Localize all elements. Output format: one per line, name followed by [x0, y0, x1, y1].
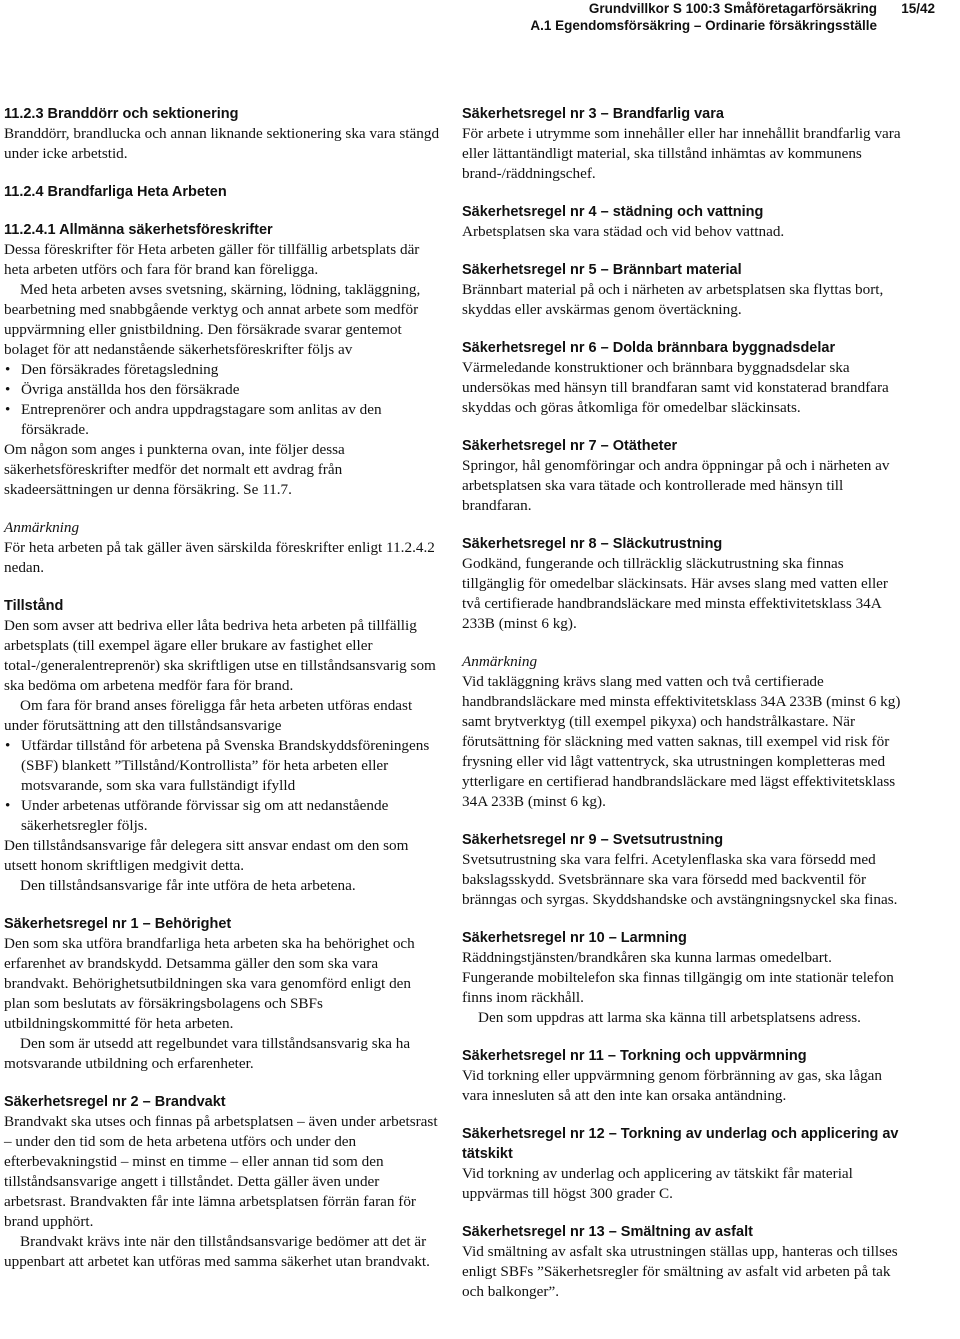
bullet-list	[4, 360, 440, 440]
paragraph: Vid smältning av asfalt ska utrustningen ställas upp, hanteras och tillses enligt SBFs ”Säkerhetsregler för smältning av asfalt vid arbeten på tak och balkonger”.	[462, 1243, 898, 1300]
list-item: • Utfärdar tillstånd för arbetena på Svenska Brandskyddsföreningens (SBF) blankett ”Tillstånd/Kontrollista” för heta arbeten eller motsvarande, som ska vara fullständigt ifylld	[4, 736, 440, 796]
paragraph: Svetsutrustning ska vara felfri. Acetylenflaska ska vara försedd med bakslagsskydd. Svetsbrännare ska vara försedd med backventil för bränngas och syrgas. Skyddshandske och avstängningsnyckel ska finas.	[462, 851, 898, 908]
paragraph: Om fara för brand anses föreligga får heta arbeten utföras endast under förutsättning att den tillståndsansvarige	[4, 697, 413, 734]
page-number: 15/42	[901, 1, 935, 16]
paragraph: Brännbart material på och i närheten av arbetsplatsen ska flyttas bort, skyddas eller avskärmas genom övertäckning.	[462, 281, 884, 318]
section-title: A.1 Egendomsförsäkring – Ordinarie försäkringsställe	[530, 18, 877, 33]
heading-allmanna: 11.2.4.1 Allmänna säkerhetsföreskrifter	[4, 222, 273, 238]
heading-regel-8: Säkerhetsregel nr 8 – Släckutrustning	[462, 536, 723, 552]
paragraph: Räddningstjänsten/brandkåren ska kunna larmas omedelbart. Fungerande mobiltelefon ska finnas tillgängig om inte stationär telefon finns inom räckhåll.	[462, 949, 894, 1006]
list-item: • Den försäkrades företagsledning	[4, 360, 440, 380]
heading-heta-arbeten: 11.2.4 Brandfarliga Heta Arbeten	[4, 184, 227, 200]
heading-regel-5: Säkerhetsregel nr 5 – Brännbart material	[462, 262, 742, 278]
heading-branddorr: 11.2.3 Branddörr och sektionering	[4, 106, 239, 122]
note-label: Anmärkning	[4, 519, 80, 536]
paragraph: Den tillståndsansvarige får delegera sitt ansvar endast om den som utsett honom skriftligen medgivit detta.	[4, 837, 409, 874]
right-column	[462, 104, 902, 1302]
paragraph: Den som uppdras att larma ska känna till arbetsplatsens adress.	[478, 1009, 861, 1026]
note-text: För heta arbeten på tak gäller även särskilda föreskrifter enligt 11.2.4.2 nedan.	[4, 539, 435, 576]
heading-regel-13: Säkerhetsregel nr 13 – Smältning av asfalt	[462, 1224, 753, 1240]
heading-regel-2: Säkerhetsregel nr 2 – Brandvakt	[4, 1094, 226, 1110]
paragraph: Den som är utsedd att regelbundet vara tillståndsansvarig ska ha motsvarande utbildning och erfarenheter.	[4, 1035, 411, 1072]
bullet-list	[4, 736, 440, 836]
paragraph: Värmeledande konstruktioner och brännbara byggnadsdelar ska undersökas med hänsyn till brandfaran samt vid konstaterad brandfara skyddas och göras åtkomliga för omedelbar släckinsats.	[462, 359, 889, 416]
list-item: • Under arbetenas utförande förvissar sig om att nedanstående säkerhetsregler följs.	[4, 796, 440, 836]
heading-regel-4: Säkerhetsregel nr 4 – städning och vattning	[462, 204, 764, 220]
heading-regel-3: Säkerhetsregel nr 3 – Brandfarlig vara	[462, 106, 724, 122]
document-title: Grundvillkor S 100:3 Småföretagarförsäkring	[588, 1, 877, 16]
paragraph: Brandvakt krävs inte när den tillståndsansvarige bedömer att det är uppenbart att arbetet kan utföras med samma säkerhet utan brandvakt.	[4, 1233, 430, 1270]
paragraph: Vid torkning av underlag och applicering av tätskikt får material uppvärmas till högst 300 grader C.	[462, 1165, 853, 1202]
heading-regel-7: Säkerhetsregel nr 7 – Otätheter	[462, 438, 678, 454]
heading-regel-1: Säkerhetsregel nr 1 – Behörighet	[4, 916, 232, 932]
paragraph: Branddörr, brandlucka och annan liknande sektionering ska vara stängd under icke arbetstid.	[4, 125, 440, 162]
note-text: Vid takläggning krävs slang med vatten och två certifierade handbrandsläckare med minsta effektivitetsklass 34A 233B (minst 6 kg) samt brytverktyg (till exempel pikyxa) och handstrålkastare. När förutsättning för släckning med vatten saknas, till exempel vid risk för frysning eller vid lågt vattentryck, ska utrustningen kompletteras med ytterligare en certifierad handbrandsläckare med lägst effektivitetsklass 34A 233B (minst 6 kg).	[462, 673, 901, 810]
paragraph: För arbete i utrymme som innehåller eller har innehållit brandfarlig vara eller lättantändligt material, ska tillstånd inhämtas av kommunens brand-/räddningschef.	[462, 125, 901, 182]
heading-regel-11: Säkerhetsregel nr 11 – Torkning och uppvärmning	[462, 1048, 807, 1064]
heading-tillstand: Tillstånd	[4, 598, 64, 614]
paragraph: Vid torkning eller uppvärmning genom förbränning av gas, ska lågan vara innesluten så att den inte kan orsaka antändning.	[462, 1067, 883, 1104]
note-label: Anmärkning	[462, 653, 538, 670]
heading-regel-6: Säkerhetsregel nr 6 – Dolda brännbara byggnadsdelar	[462, 340, 836, 356]
left-column	[4, 104, 440, 1272]
paragraph: Godkänd, fungerande och tillräcklig släckutrustning ska finnas tillgänglig för omedelbar släckinsats. Här avses slang med vatten eller två certifierade handbrandsläckare med minsta effektivitetsklass 34A 233B (minst 6 kg).	[462, 555, 888, 632]
paragraph: Den som ska utföra brandfarliga heta arbeten ska ha behörighet och erfarenhet av brandskydd. Detsamma gäller den som ska vara brandvakt. Behörighetsutbildningen ska vara genomförd enligt den plan som beslutats av försäkringsbolagens och SBFs utbildningskommitté för heta arbeten.	[4, 935, 415, 1032]
list-item: • Övriga anställda hos den försäkrade	[4, 380, 440, 400]
paragraph: Springor, hål genomföringar och andra öppningar på och i närheten av arbetsplatsen ska vara tätade och kontrollerade med hänsyn till brandfaran.	[462, 457, 890, 514]
list-item: • Entreprenörer och andra uppdragstagare som anlitas av den försäkrade.	[4, 400, 440, 440]
heading-regel-9: Säkerhetsregel nr 9 – Svetsutrustning	[462, 832, 724, 848]
heading-regel-10: Säkerhetsregel nr 10 – Larmning	[462, 930, 687, 946]
paragraph: Den som avser att bedriva eller låta bedriva heta arbeten på tillfällig arbetsplats (till exempel ägare eller brukare av fastighet eller total-/generalentreprenör) ska skriftligen utse en tillståndsansvarig som ska bedöma om arbetena medför fara för brand.	[4, 617, 436, 694]
paragraph: Med heta arbeten avses svetsning, skärning, lödning, takläggning, bearbetning med snabbgående verktyg och annat arbete som medför uppvärmning eller gnistbildning. Den försäkrade svarar gentemot bolaget för att nedanstående säkerhetsföreskrifter följs av	[4, 281, 421, 358]
paragraph: Arbetsplatsen ska vara städad och vid behov vattnad.	[462, 223, 785, 240]
paragraph: Om någon som anges i punkterna ovan, inte följer dessa säkerhetsföreskrifter medför det normalt ett avdrag från skadeersättningen ur denna försäkring. Se 11.7.	[4, 441, 345, 498]
heading-regel-12: Säkerhetsregel nr 12 – Torkning av underlag och applicering av tätskikt	[462, 1126, 899, 1162]
paragraph: Brandvakt ska utses och finnas på arbetsplatsen – även under arbetsrast – under den tid som de heta arbetena utförs och under den efterbevakningstid – minst en timme – eller annan tid som den tillståndsansvarige angett i tillståndet. Detta gäller även under arbetsrast. Brandvakten får inte lämna arbetsplatsen förrän faran för brand upphört.	[4, 1113, 438, 1230]
paragraph: Den tillståndsansvarige får inte utföra de heta arbetena.	[20, 877, 356, 894]
paragraph: Dessa föreskrifter för Heta arbeten gäller för tillfällig arbetsplats där heta arbeten utförs och fara för brand kan föreligga.	[4, 241, 420, 278]
running-head	[235, 0, 935, 34]
